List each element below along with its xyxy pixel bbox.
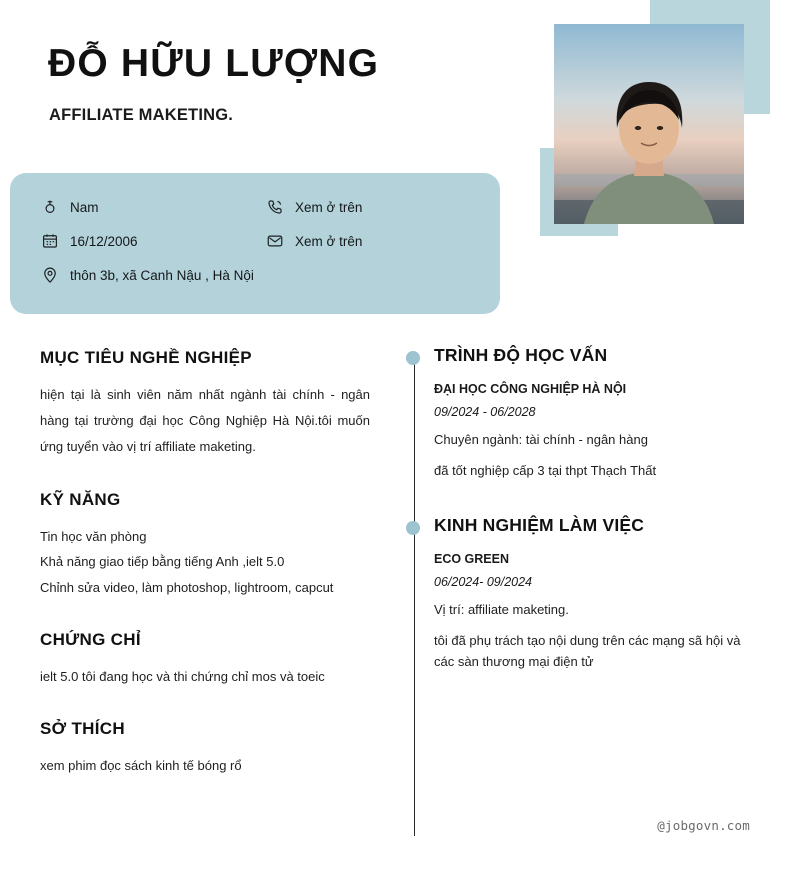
certificates-heading: CHỨNG CHỈ xyxy=(40,630,141,650)
gender-icon xyxy=(40,197,60,217)
experience-date-range: 06/2024- 09/2024 xyxy=(434,575,533,590)
contact-address-text: thôn 3b, xã Canh Nậu , Hà Nội xyxy=(70,267,254,283)
column-divider xyxy=(414,352,415,836)
education-detail: Chuyên ngành: tài chính - ngân hàng xyxy=(434,432,648,447)
contact-birthdate-text: 16/12/2006 xyxy=(70,233,138,249)
experience-detail: tôi đã phụ trách tạo nội dung trên các mạng sã hội và các sàn thương mại điện tử xyxy=(434,633,741,669)
bullet-dot-icon xyxy=(406,521,420,535)
experience-organization: ECO GREEN xyxy=(434,552,510,567)
education-detail: đã tốt nghiệp cấp 3 tại thpt Thạch Thất xyxy=(434,463,657,479)
section-education xyxy=(434,345,764,481)
calendar-icon xyxy=(40,231,60,251)
contact-panel xyxy=(10,173,500,314)
section-experience xyxy=(434,515,764,671)
hobbies-heading: SỞ THÍCH xyxy=(40,719,125,739)
certificate-item: ielt 5.0 tôi đang học và thi chứng chỉ mos và toeic xyxy=(40,669,325,685)
contact-item-email xyxy=(265,231,362,251)
profile-photo xyxy=(554,24,744,224)
section-objective xyxy=(40,348,370,460)
contact-gender-text: Nam xyxy=(70,199,99,215)
skill-item: Tin học văn phòng xyxy=(40,529,147,544)
skill-item: Khả năng giao tiếp bằng tiếng Anh ,ielt 5.0 xyxy=(40,554,285,570)
contact-item-address xyxy=(40,265,254,285)
education-date-range: 09/2024 - 06/2028 xyxy=(434,405,536,419)
envelope-icon xyxy=(265,231,285,251)
objective-heading: MỤC TIÊU NGHỀ NGHIỆP xyxy=(40,348,252,367)
contact-item-gender xyxy=(40,197,99,217)
section-skills xyxy=(40,490,370,600)
decorative-block-right xyxy=(742,22,770,114)
phone-icon xyxy=(265,197,285,217)
education-heading: TRÌNH ĐỘ HỌC VẤN xyxy=(434,345,608,365)
experience-detail: Vị trí: affiliate maketing. xyxy=(434,602,569,618)
contact-item-phone xyxy=(265,197,362,217)
section-hobbies xyxy=(40,719,370,778)
location-pin-icon xyxy=(40,265,60,285)
education-organization: ĐẠI HỌC CÔNG NGHIỆP HÀ NỘI xyxy=(434,382,627,396)
objective-text: hiện tại là sinh viên năm nhất ngành tài chính - ngân hàng tại trường đại học Công Nghiệp Hà Nội.tôi muốn ứng tuyển vào vị trí affiliate maketing. xyxy=(40,387,370,454)
experience-heading: KINH NGHIỆM LÀM VIỆC xyxy=(434,515,645,536)
skill-item: Chỉnh sửa video, làm photoshop, lightroom, capcut xyxy=(40,579,334,595)
contact-item-birthdate xyxy=(40,231,138,251)
contact-phone-text: Xem ở trên xyxy=(295,199,363,215)
job-role: AFFILIATE MAKETING. xyxy=(49,106,234,124)
left-column xyxy=(40,348,370,809)
section-certificates xyxy=(40,630,370,689)
skills-heading: KỸ NĂNG xyxy=(40,490,121,509)
bullet-dot-icon xyxy=(406,351,420,365)
watermark: @jobgovn.com xyxy=(657,818,750,833)
hobby-item: xem phim đọc sách kinh tế bóng rổ xyxy=(40,758,242,774)
contact-email-text: Xem ở trên xyxy=(295,233,363,249)
right-column xyxy=(434,345,764,700)
page-title: ĐỖ HỮU LƯỢNG xyxy=(48,42,380,85)
